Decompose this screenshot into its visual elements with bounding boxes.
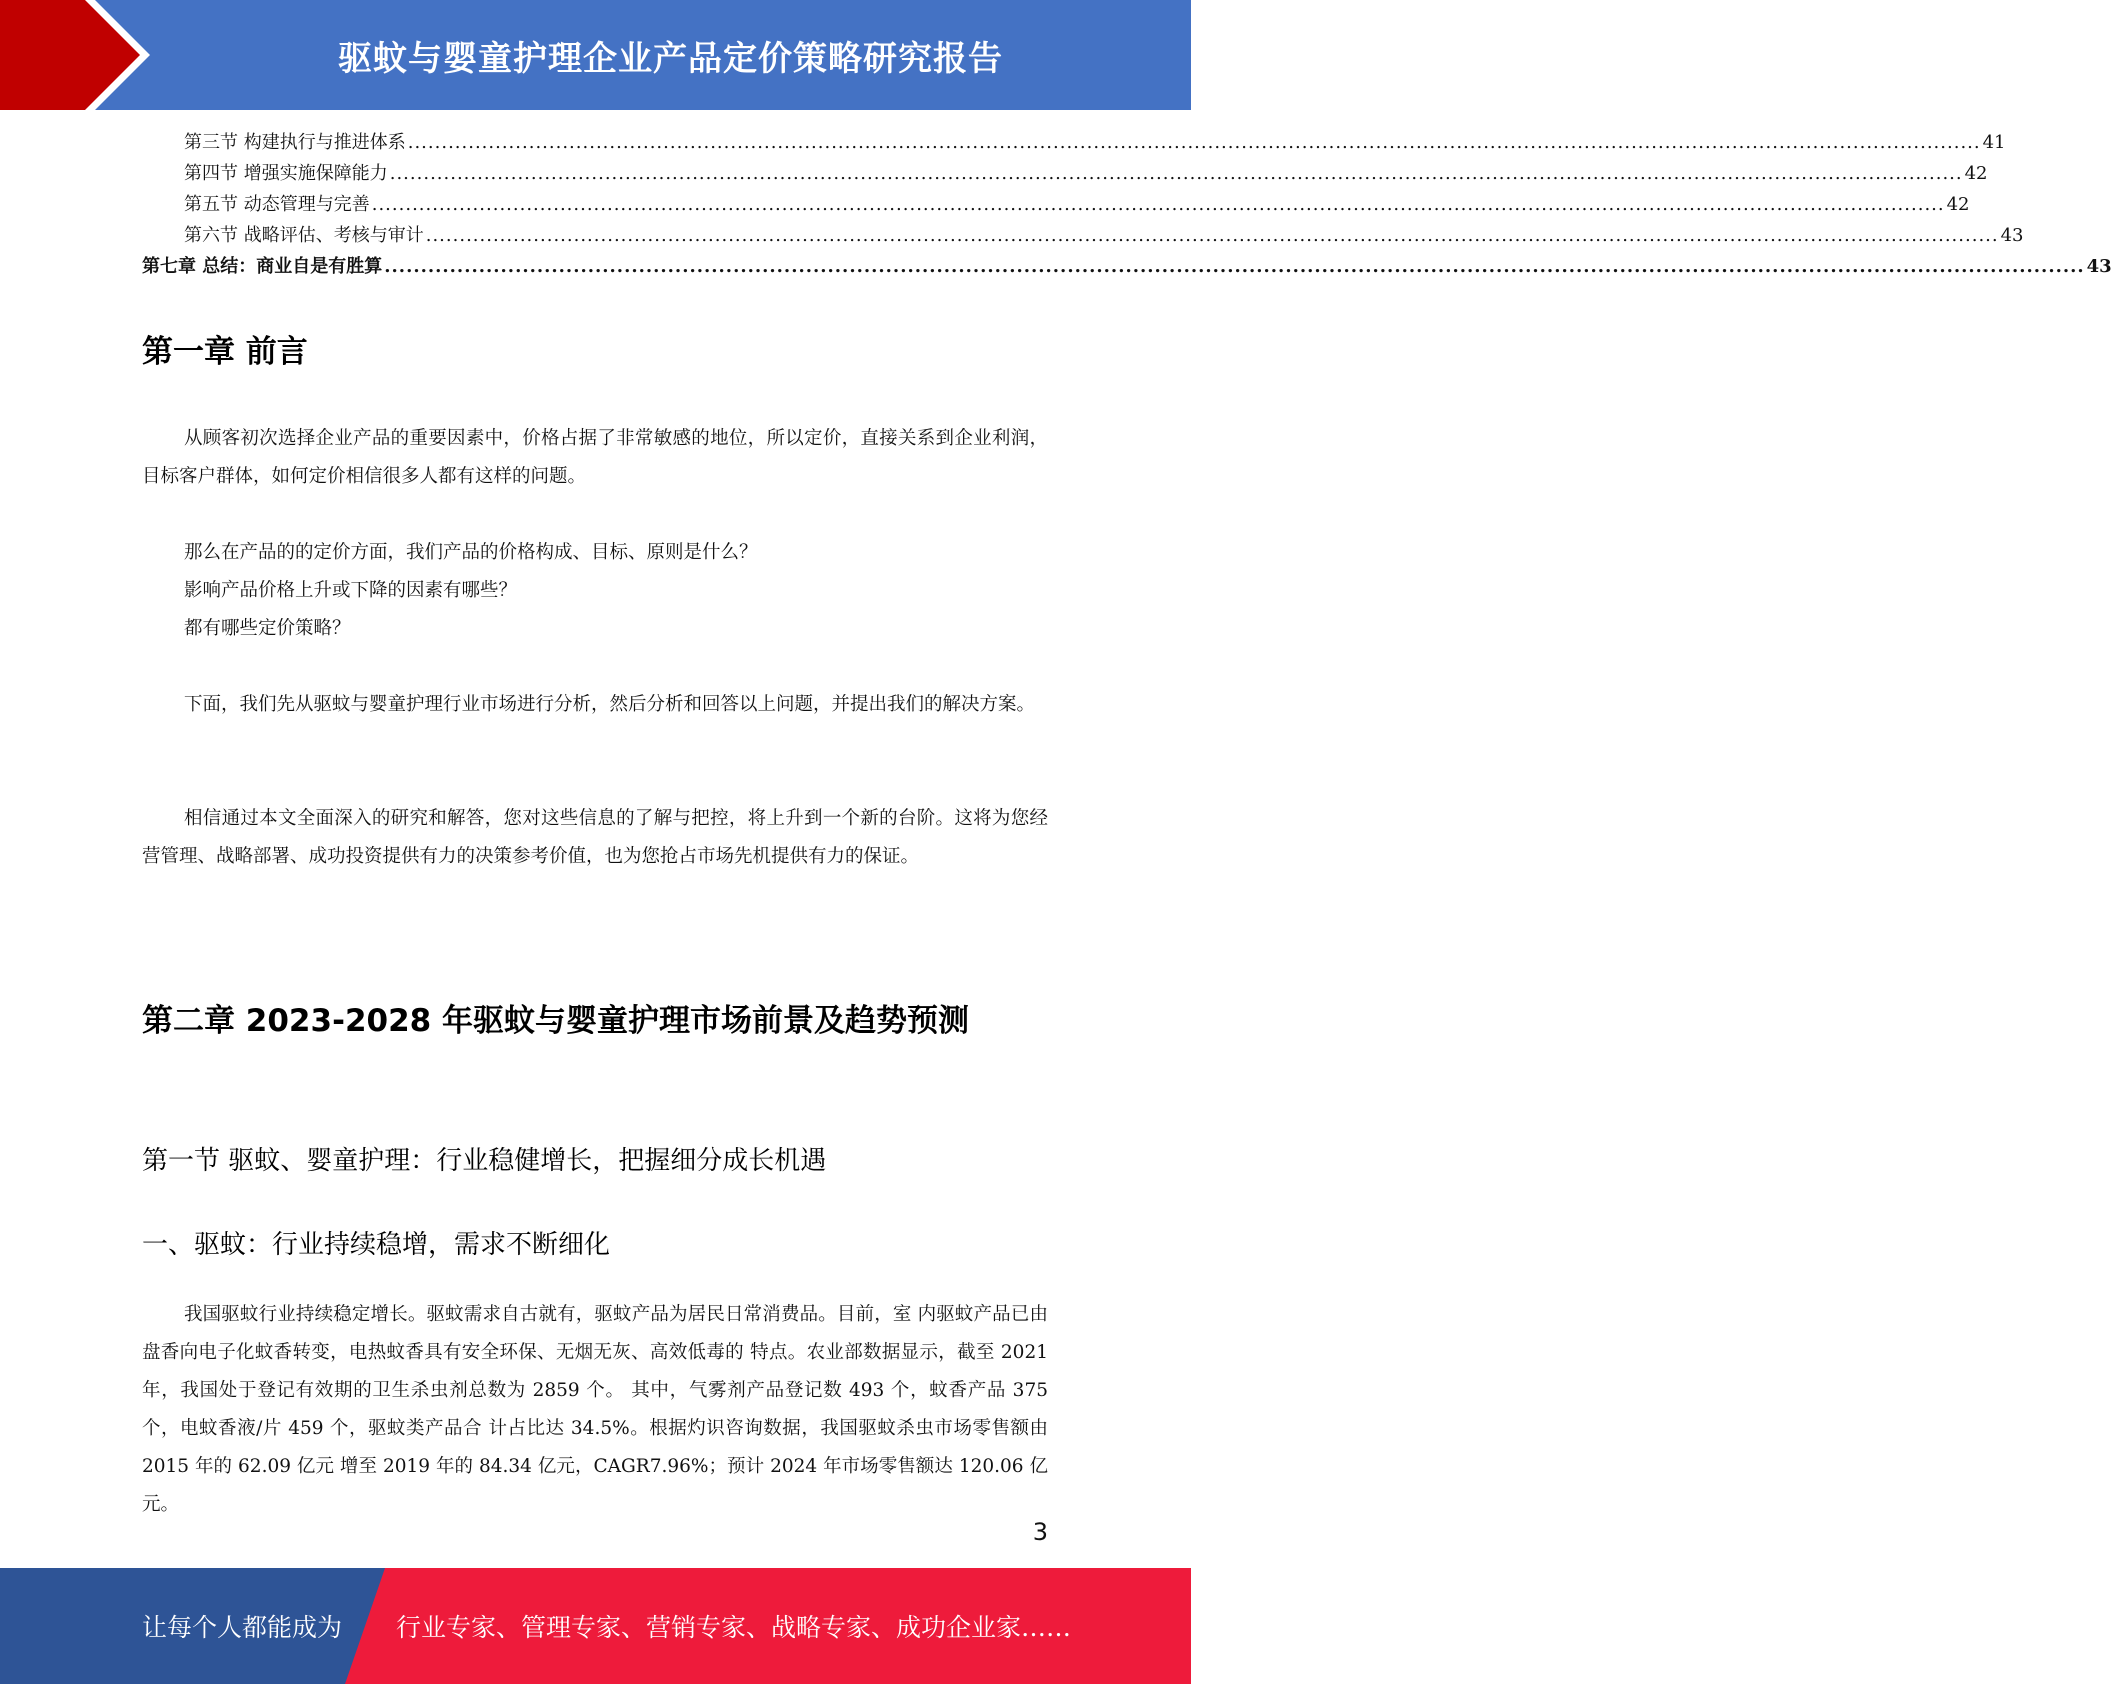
- footer-slogan-left: 让每个人都能成为: [142, 1613, 343, 1642]
- chapter-heading: 第一章 前言: [142, 334, 308, 370]
- toc-entry-page: 41: [1982, 132, 2006, 153]
- body-paragraph: 相信通过本文全面深入的研究和解答，您对这些信息的了解与把控，将上升到一个新的台阶。这将为您经营管理、战略部署、成功投资提供有力的决策参考价值，也为您抢占市场先机提供有力的保证。: [142, 808, 1048, 867]
- toc-entry-label: 第四节 增强实施保障能力: [184, 163, 388, 184]
- toc-entry[interactable]: [142, 128, 2006, 159]
- toc-entry[interactable]: [142, 221, 2024, 252]
- section-heading: 第一节 驱蚊、婴童护理：行业稳健增长，把握细分成长机遇: [142, 1146, 827, 1176]
- page-footer: [0, 1568, 1191, 1684]
- toc-leader-dots: ..........................................................................................................................................................................................................................................: [425, 225, 1999, 246]
- page-header: [0, 0, 1191, 110]
- toc-leader-dots: ..........................................................................................................................................................................................................................................: [384, 256, 2085, 277]
- body-paragraph: 那么在产品的的定价方面，我们产品的价格构成、目标、原则是什么？: [184, 542, 758, 563]
- toc-entry[interactable]: [142, 190, 1970, 221]
- toc-entry-label: 第七章 总结：商业自是有胜算: [142, 256, 383, 277]
- toc-entry-page: 42: [1964, 163, 1988, 184]
- toc-leader-dots: ..........................................................................................................................................................................................................................................: [371, 194, 1945, 215]
- toc-entry-label: 第三节 构建执行与推进体系: [184, 132, 406, 153]
- footer-slogan-right: 行业专家、管理专家、营销专家、战略专家、成功企业家……: [396, 1613, 1072, 1642]
- toc-entry-label: 第五节 动态管理与完善: [184, 194, 370, 215]
- toc-entry-label: 第六节 战略评估、考核与审计: [184, 225, 424, 246]
- toc-entry-page: 43: [2086, 256, 2112, 277]
- toc-leader-dots: ..........................................................................................................................................................................................................................................: [407, 132, 1981, 153]
- page-number: 3: [1032, 1518, 1048, 1546]
- table-of-contents: [142, 128, 2112, 283]
- toc-entry[interactable]: [142, 159, 1988, 190]
- body-paragraph: 从顾客初次选择企业产品的重要因素中，价格占据了非常敏感的地位，所以定价，直接关系到企业利润，目标客户群体，如何定价相信很多人都有这样的问题。: [142, 428, 1048, 487]
- toc-entry-page: 43: [2000, 225, 2024, 246]
- body-paragraph: 都有哪些定价策略？: [184, 618, 351, 639]
- body-paragraph: 我国驱蚊行业持续稳定增长。驱蚊需求自古就有，驱蚊产品为居民日常消费品。目前，室 内驱蚊产品已由盘香向电子化蚊香转变，电热蚊香具有安全环保、无烟无灰、高效低毒的 特点。农业部数据显示，截至 2021 年，我国处于登记有效期的卫生杀虫剂总数为 2859 个。 其中，气雾剂产品登记数 493 个，蚊香产品 375 个，电蚊香液/片 459 个，驱蚊类产品合 计占比达 34.5%。根据灼识咨询数据，我国驱蚊杀虫市场零售额由 2015 年的 62.09 亿元 增至 2019 年的 84.34 亿元，CAGR7.96%；预计 2024 年市场零售额达 120.06 亿元。: [142, 1304, 1048, 1515]
- chapter-heading: 第二章 2023-2028 年驱蚊与婴童护理市场前景及趋势预测: [142, 1003, 970, 1039]
- toc-leader-dots: ..........................................................................................................................................................................................................................................: [389, 163, 1963, 184]
- subsection-heading: 一、驱蚊：行业持续稳增，需求不断细化: [142, 1230, 611, 1260]
- body-paragraph: 影响产品价格上升或下降的因素有哪些？: [184, 580, 518, 601]
- report-title: 驱蚊与婴童护理企业产品定价策略研究报告: [338, 38, 1003, 79]
- toc-entry-chapter[interactable]: [142, 252, 2112, 283]
- body-paragraph: 下面，我们先从驱蚊与婴童护理行业市场进行分析，然后分析和回答以上问题，并提出我们的解决方案。: [184, 694, 1036, 715]
- toc-entry-page: 42: [1946, 194, 1970, 215]
- header-chevron-red: [0, 0, 140, 110]
